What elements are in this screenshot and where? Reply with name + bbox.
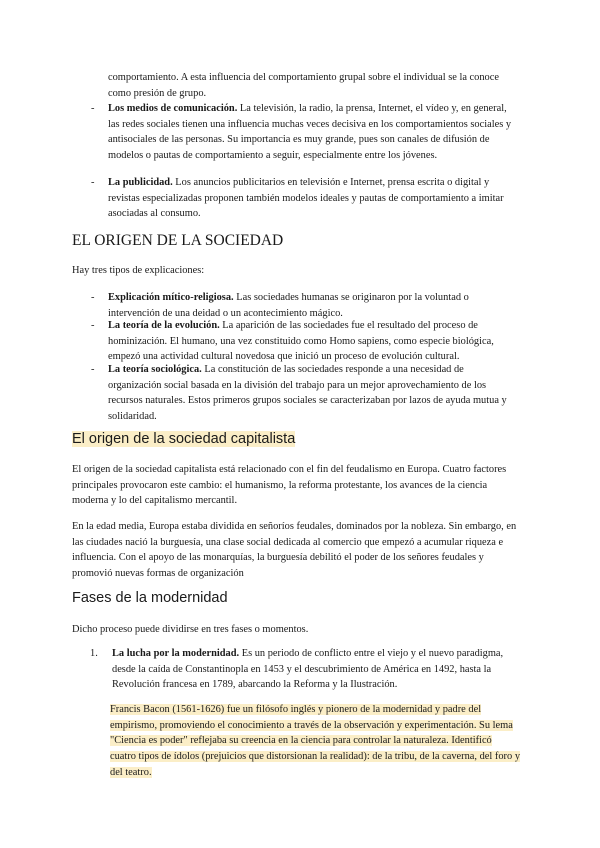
phases-intro: Dicho proceso puede dividirse en tres fases o momentos.: [72, 624, 309, 635]
item-text: La constitución de las sociedades responde a una necesidad de organización social basada en la división del trabajo para un mejor aprovechamiento de los recursos naturales. Estos primeros grupos sociales se caracterizaban por lazos de ayuda mutua y solidaridad.: [108, 364, 507, 423]
bullet: -: [91, 292, 95, 303]
item-title: Los medios de comunicación.: [108, 103, 238, 114]
item-title: La teoría de la evolución.: [108, 320, 220, 331]
item-text: La televisión, la radio, la prensa, Internet, el vídeo y, en general, las redes sociales tienen una influencia muchas veces decisiva en los comportamientos sociales y antisociales de las personas. Su importancia es muy grande, pues son canales de difusión de modelos o pautas de comportamiento a seguir, especialmente entre los jóvenes.: [108, 103, 512, 162]
heading-highlight: El origen de la sociedad capitalista: [72, 431, 296, 447]
item-text: Los anuncios publicitarios en televisión e Internet, prensa escrita o digital y revistas especializadas proponen también modelos ideales y pautas de comportamiento a imitar asociadas al consumo.: [108, 177, 504, 220]
item-text: La aparición de las sociedades fue el resultado del proceso de hominización. El humano, una vez constituido como Homo sapiens, como especie biológica, empezó una actividad cultural novedosa que inició un proceso de evolución cultural.: [108, 320, 494, 363]
list-item-advertising: [108, 175, 518, 222]
paragraph: El origen de la sociedad capitalista está relacionado con el fin del feudalismo en Europa. Cuatro factores principales provocaron este cambio: el humanismo, la reforma protestante, los avances de la ciencia moderna y lo del capitalismo mercantil.: [72, 464, 507, 507]
list-item-phase-1: [112, 646, 512, 693]
list-item-mythic: [108, 290, 518, 321]
item-text: Las sociedades humanas se originaron por la voluntad o intervención de una deidad o un acontecimiento mágico.: [108, 292, 469, 319]
item-title: La teoría sociológica.: [108, 364, 202, 375]
bullet: -: [91, 320, 95, 331]
highlight-note: [110, 702, 520, 781]
item-title: Explicación mítico-religiosa.: [108, 292, 234, 303]
list-number: 1.: [90, 648, 98, 659]
paragraph: En la edad media, Europa estaba dividida en señoríos feudales, dominados por la nobleza. Sin embargo, en las ciudades nació la burguesía, una clase social dedicada al comercio que empezó a acumular riqueza e influencia. Con el apoyo de las monarquías, la burguesía debilitó el poder de los señores feudales y promovió nuevas formas de organización: [72, 521, 517, 580]
list-item-evolution: [108, 318, 518, 365]
intro-continuation: comportamiento. A esta influencia del comportamiento grupal sobre el individual se la conoce como presión de grupo.: [108, 72, 499, 99]
item-title: La lucha por la modernidad.: [112, 648, 240, 659]
section-heading-capitalist: [72, 431, 295, 447]
section-heading-phases: Fases de la modernidad: [72, 590, 228, 606]
section-heading-origin: EL ORIGEN DE LA SOCIEDAD: [72, 232, 284, 249]
bullet: -: [91, 364, 95, 375]
list-item-sociological: [108, 362, 518, 425]
bullet: -: [91, 177, 95, 188]
bullet: -: [91, 103, 95, 114]
list-item-media: [108, 101, 518, 164]
item-title: La publicidad.: [108, 177, 173, 188]
item-text: Es un periodo de conflicto entre el viejo y el nuevo paradigma, desde la caída de Constantinopla en 1453 y el descubrimiento de América en 1492, hasta la Revolución francesa en 1789, abarcando la Reforma y la Ilustración.: [112, 648, 504, 691]
highlight-text: Francis Bacon (1561-1626) fue un filósofo inglés y pionero de la modernidad y padre del empirismo, promoviendo el conocimiento a través de la observación y experimentación. Su lema "Ciencia es poder" reflejaba su creencia en la ciencia para controlar la naturaleza. Identificó cuatro tipos de ídolos (prejuicios que distorsionan la realidad): de la tribu, de la caverna, del foro y del teatro.: [110, 704, 521, 778]
origin-intro: Hay tres tipos de explicaciones:: [72, 265, 205, 276]
